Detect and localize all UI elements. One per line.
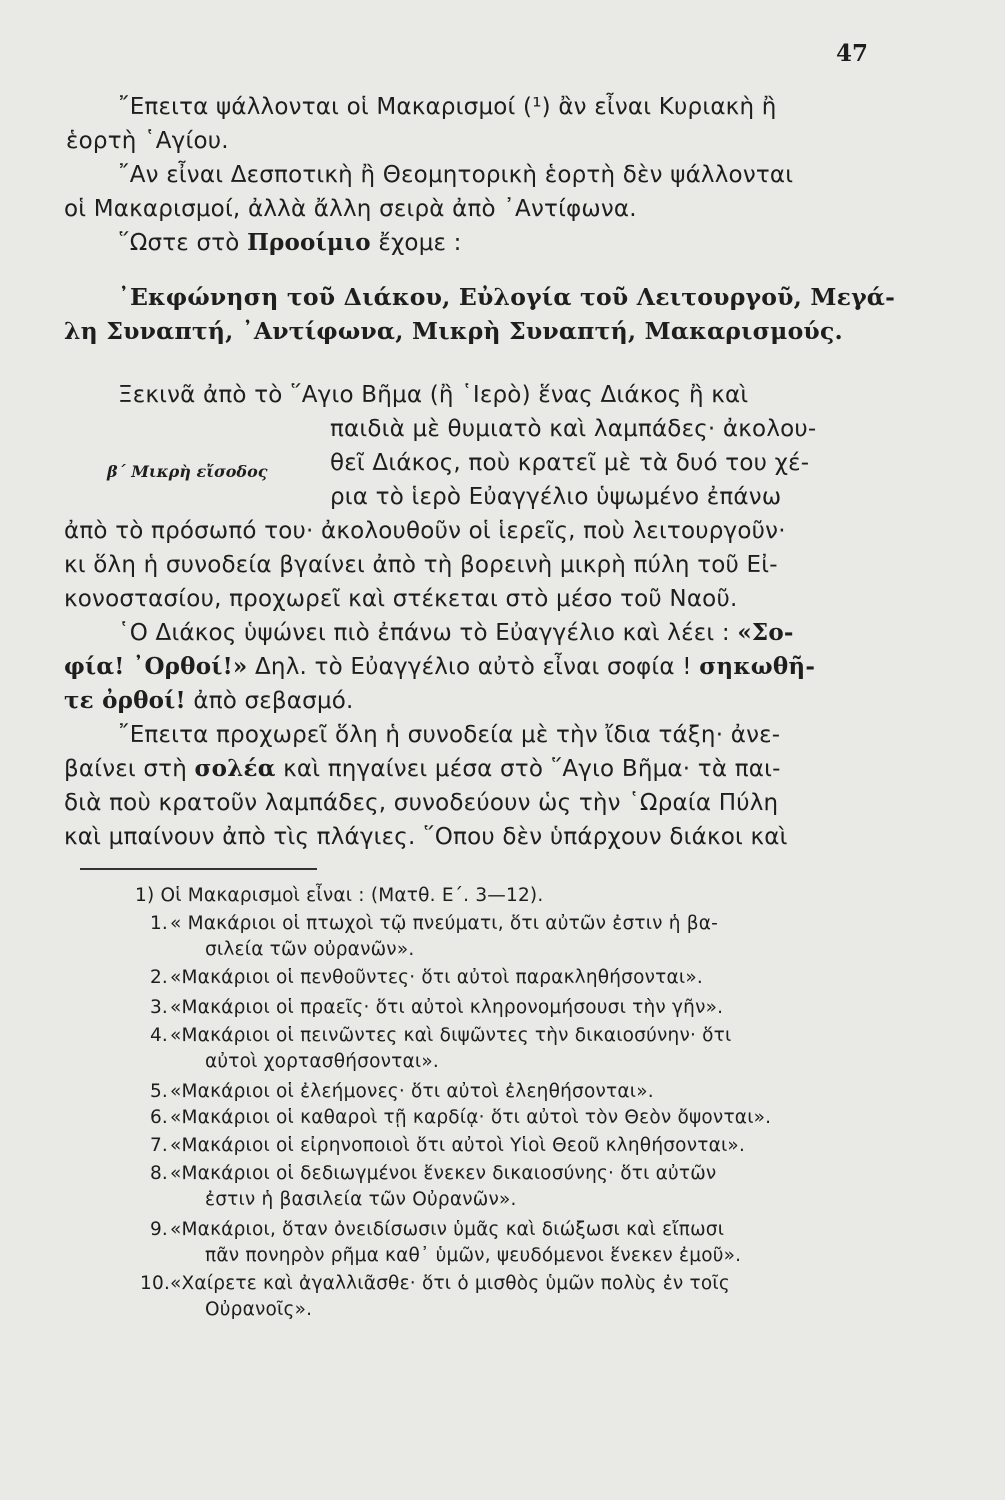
footnote-continuation: αὐτοὶ χορτασθήσονται». — [205, 1051, 439, 1072]
footnote-number: 3. — [149, 997, 168, 1018]
body-text: καὶ πηγαίνει μέσα στὸ ῞Αγιο Βῆμα· τὰ παι- — [283, 756, 781, 782]
body-line — [118, 228, 462, 258]
emphasis-sofia: «Σο- — [737, 619, 794, 646]
footnote-text: «Μακάριοι οἱ καθαροὶ τῇ καρδίᾳ· ὅτι αὐτοὶ τὸν Θεὸν ὄψονται». — [170, 1107, 772, 1128]
footnote-text: « Μακάριοι οἱ πτωχοὶ τῷ πνεύματι, ὅτι αὐτῶν ἐστιν ἡ βα- — [170, 913, 719, 934]
footnote-item — [149, 996, 724, 1020]
footnote-item — [149, 912, 719, 936]
footnote-text: «Μακάριοι οἱ εἰρηνοποιοὶ ὅτι αὐτοὶ Υἱοὶ Θεοῦ κληθήσονται». — [170, 1135, 746, 1156]
emphasis-prooimio: Προοίμιο — [247, 229, 371, 256]
footnote-number: 7. — [149, 1135, 168, 1156]
body-line: καὶ μπαίνουν ἀπὸ τὶς πλάγιες. ῞Οπου δὲν ὑπάρχουν διάκοι καὶ — [64, 824, 788, 850]
body-line: ἑορτὴ ῾Αγίου. — [66, 128, 229, 154]
footnote-number: 6. — [149, 1107, 168, 1128]
body-line — [64, 652, 815, 682]
footnote-item — [149, 1106, 772, 1130]
body-text: βαίνει στὴ — [64, 756, 187, 782]
footnote-rule — [80, 868, 317, 870]
footnote-number: 5. — [149, 1081, 168, 1102]
footnote-item — [149, 966, 703, 990]
body-text: Δηλ. τὸ Εὐαγγέλιο αὐτὸ εἶναι σοφία ! — [254, 654, 692, 680]
body-line: ῎Επειτα προχωρεῖ ὅλη ἡ συνοδεία μὲ τὴν ἴδια τάξη· ἀνε- — [118, 722, 781, 748]
summary-line: λη Συναπτή, ᾽Αντίφωνα, Μικρὴ Συναπτή, Μακαρισμούς. — [64, 317, 843, 345]
footnote-header: 1) Οἱ Μακαρισμοὶ εἶναι : (Ματθ. Ε΄. 3—12). — [135, 885, 544, 906]
footnote-number: 2. — [149, 967, 168, 988]
footnote-text: «Χαίρετε καὶ ἀγαλλιᾶσθε· ὅτι ὁ μισθὸς ὑμῶν πολὺς ἐν τοῖς — [170, 1273, 730, 1294]
body-line: παιδιὰ μὲ θυμιατὸ καὶ λαμπάδες· ἀκολου- — [330, 416, 817, 442]
body-line: ἀπὸ τὸ πρόσωπό του· ἀκολουθοῦν οἱ ἱερεῖς, ποὺ λειτουργοῦν· — [64, 518, 786, 544]
body-line: διὰ ποὺ κρατοῦν λαμπάδες, συνοδεύουν ὡς τὴν ῾Ωραία Πύλη — [64, 790, 779, 816]
emphasis-orthoi: φία! ᾽Ορθοί!» — [64, 653, 248, 680]
body-line: θεῖ Διάκος, ποὺ κρατεῖ μὲ τὰ δυό του χέ- — [330, 450, 810, 476]
body-line: Ξεκινᾶ ἀπὸ τὸ ῞Αγιο Βῆμα (ἢ ῾Ιερὸ) ἕνας Διάκος ἢ καὶ — [118, 382, 749, 408]
footnote-text: «Μακάριοι οἱ ἐλεήμονες· ὅτι αὐτοὶ ἐλεηθήσονται». — [170, 1081, 654, 1102]
body-line: ρια τὸ ἱερὸ Εὐαγγέλιο ὑψωμένο ἐπάνω — [330, 484, 782, 510]
footnote-number: 1. — [149, 913, 168, 934]
page-number: 47 — [836, 40, 869, 67]
footnote-text: «Μακάριοι, ὅταν ὀνειδίσωσιν ὑμᾶς καὶ διώξωσι καὶ εἴπωσι — [170, 1219, 725, 1240]
footnote-text: «Μακάριοι οἱ πραεῖς· ὅτι αὐτοὶ κληρονομήσουσι τὴν γῆν». — [170, 997, 724, 1018]
emphasis-solea: σολέα — [194, 755, 276, 782]
footnote-text: «Μακάριοι οἱ πενθοῦντες· ὅτι αὐτοὶ παρακληθήσονται». — [170, 967, 703, 988]
footnote-text: «Μακάριοι οἱ πεινῶντες καὶ διψῶντες τὴν δικαιοσύνην· ὅτι — [170, 1025, 732, 1046]
body-line: οἱ Μακαρισμοί, ἀλλὰ ἄλλη σειρὰ ἀπὸ ᾽Αντίφωνα. — [64, 196, 637, 222]
footnote-item — [149, 1218, 725, 1242]
footnote-item — [149, 1134, 746, 1158]
body-line: κι ὅλη ἡ συνοδεία βγαίνει ἀπὸ τὴ βορεινὴ μικρὴ πύλη τοῦ Εἰ- — [64, 552, 778, 578]
footnote-item — [149, 1080, 654, 1104]
footnote-number: 9. — [149, 1219, 168, 1240]
body-line — [118, 618, 794, 648]
footnote-item — [149, 1162, 717, 1186]
body-text: ἔχομε : — [378, 230, 462, 256]
side-heading: β΄ Μικρὴ εἴσοδος — [107, 462, 268, 481]
footnote-continuation: σιλεία τῶν οὐρανῶν». — [205, 939, 415, 960]
footnote-item — [140, 1272, 730, 1296]
body-text: ῾Ο Διάκος ὑψώνει πιὸ ἐπάνω τὸ Εὐαγγέλιο καὶ λέει : — [118, 620, 730, 646]
emphasis-sikothite: σηκωθῆ- — [699, 653, 816, 680]
footnote-continuation: Οὐρανοῖς». — [205, 1299, 313, 1320]
footnote-text: «Μακάριοι οἱ δεδιωγμένοι ἕνεκεν δικαιοσύνης· ὅτι αὐτῶν — [170, 1163, 717, 1184]
body-line — [64, 686, 354, 716]
body-line: ῎Αν εἶναι Δεσποτικὴ ἢ Θεομητορικὴ ἑορτὴ δὲν ψάλλονται — [118, 162, 794, 188]
footnote-number: 4. — [149, 1025, 168, 1046]
footnote-item — [149, 1024, 732, 1048]
body-text: ἀπὸ σεβασμό. — [193, 688, 354, 714]
footnote-number: 10. — [140, 1273, 171, 1294]
body-line: ῎Επειτα ψάλλονται οἱ Μακαρισμοί (¹) ἂν εἶναι Κυριακὴ ἢ — [118, 94, 777, 120]
body-line: κονοστασίου, προχωρεῖ καὶ στέκεται στὸ μέσο τοῦ Ναοῦ. — [64, 586, 738, 612]
body-text: ῞Ωστε στὸ — [118, 230, 240, 256]
footnote-continuation: πᾶν πονηρὸν ρῆμα καθ᾽ ὑμῶν, ψευδόμενοι ἕνεκεν ἐμοῦ». — [205, 1245, 742, 1266]
summary-line: ᾽Εκφώνηση τοῦ Διάκου, Εὐλογία τοῦ Λειτουργοῦ, Μεγά- — [118, 283, 896, 311]
body-line — [64, 754, 781, 784]
footnote-continuation: ἐστιν ἡ βασιλεία τῶν Οὐρανῶν». — [205, 1189, 517, 1210]
emphasis-orthoi-2: τε ὀρθοί! — [64, 687, 186, 714]
footnote-number: 8. — [149, 1163, 168, 1184]
